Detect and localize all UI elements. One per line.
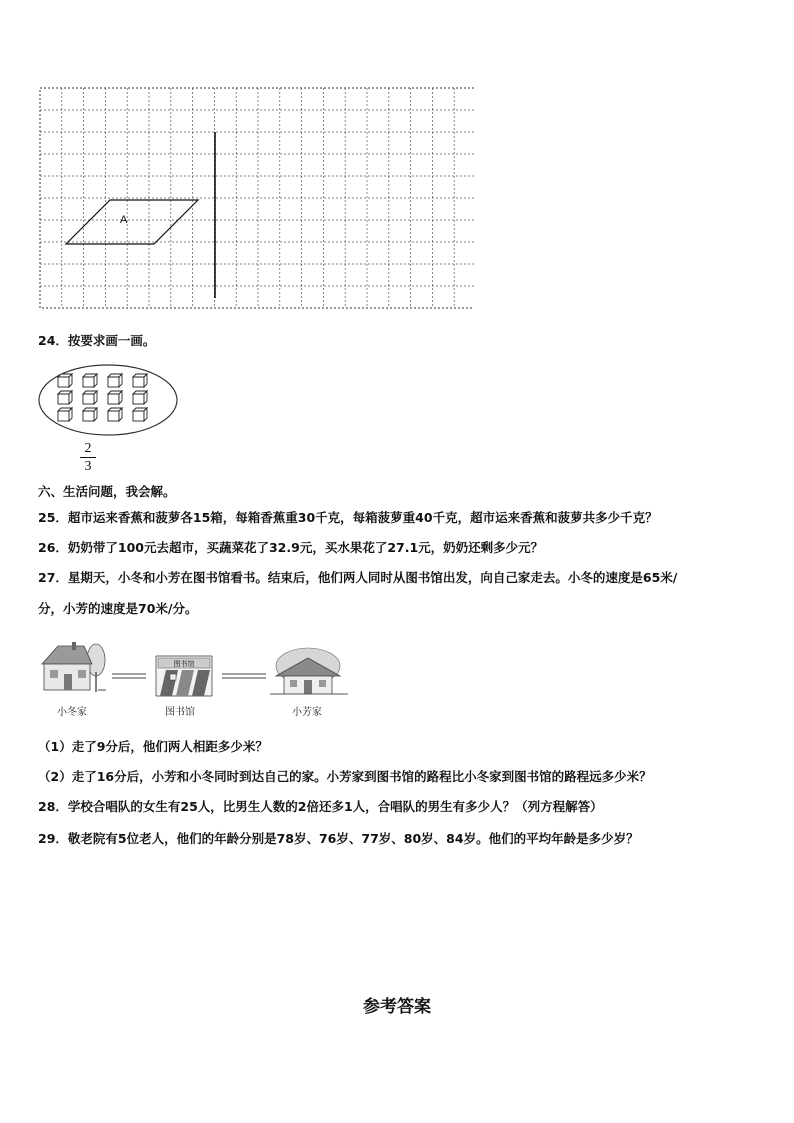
library-sign: 图书馆: [173, 660, 195, 668]
cube-icon: [58, 408, 72, 421]
cube-icon: [108, 374, 122, 387]
grid-figure: [38, 86, 474, 314]
cube-icon: [133, 391, 147, 404]
cube-icon: [83, 374, 97, 387]
fraction-numerator: 2: [84, 441, 92, 456]
house-right-icon: [270, 648, 348, 694]
parallelogram-a: [66, 200, 198, 244]
cube-icon: [133, 408, 147, 421]
house-left-icon: [42, 642, 106, 692]
section-six-heading: 六、生活问题，我会解。: [38, 484, 176, 499]
question-24: 24．按要求画一画。: [38, 333, 156, 348]
library-icon: [156, 656, 212, 696]
fraction-bar: [80, 457, 96, 458]
question-27-sub2: （2）走了16分后，小芳和小冬同时到达自己的家。小芳家到图书馆的路程比小冬家到图书馆的路程远多少米？: [38, 769, 652, 784]
label-xiaofang-home: 小芳家: [292, 707, 322, 718]
question-27-sub1: （1）走了9分后，他们两人相距多少米？: [38, 739, 268, 754]
shape-label-a: A: [120, 214, 128, 226]
route-illustration: [38, 636, 358, 698]
cube-icon: [83, 391, 97, 404]
cube-icon: [133, 374, 147, 387]
question-28: 28．学校合唱队的女生有25人，比男生人数的2倍还多1人，合唱队的男生有多少人？（列方程解答）: [38, 799, 603, 814]
label-library: 图书馆: [165, 707, 195, 718]
fraction-denominator: 3: [84, 459, 92, 474]
label-xiaodong-home: 小冬家: [57, 707, 87, 718]
cube-icon: [58, 391, 72, 404]
cubes: [58, 374, 147, 421]
cube-icon: [108, 408, 122, 421]
cube-group-oval: [36, 362, 182, 438]
answer-section-title: 参考答案: [363, 997, 431, 1017]
question-27-line1: 27．星期天，小冬和小芳在图书馆看书。结束后，他们两人同时从图书馆出发，向自己家走去。小冬的速度是65米/: [38, 570, 678, 585]
question-29: 29．敬老院有5位老人，他们的年龄分别是78岁、76岁、77岁、80岁、84岁。他们的平均年龄是多少岁？: [38, 831, 639, 846]
cube-icon: [83, 408, 97, 421]
fraction-two-thirds: [80, 441, 96, 474]
question-27-line2: 分，小芳的速度是70米/分。: [38, 601, 198, 616]
cube-icon: [108, 391, 122, 404]
grid-lines: [40, 88, 474, 308]
cube-icon: [58, 374, 72, 387]
question-26: 26．奶奶带了100元去超市，买蔬菜花了32.9元，买水果花了27.1元，奶奶还剩多少元？: [38, 540, 544, 555]
question-25: 25．超市运来香蕉和菠萝各15箱，每箱香蕉重30千克，每箱菠萝重40千克，超市运来香蕉和菠萝共多少千克？: [38, 510, 658, 525]
